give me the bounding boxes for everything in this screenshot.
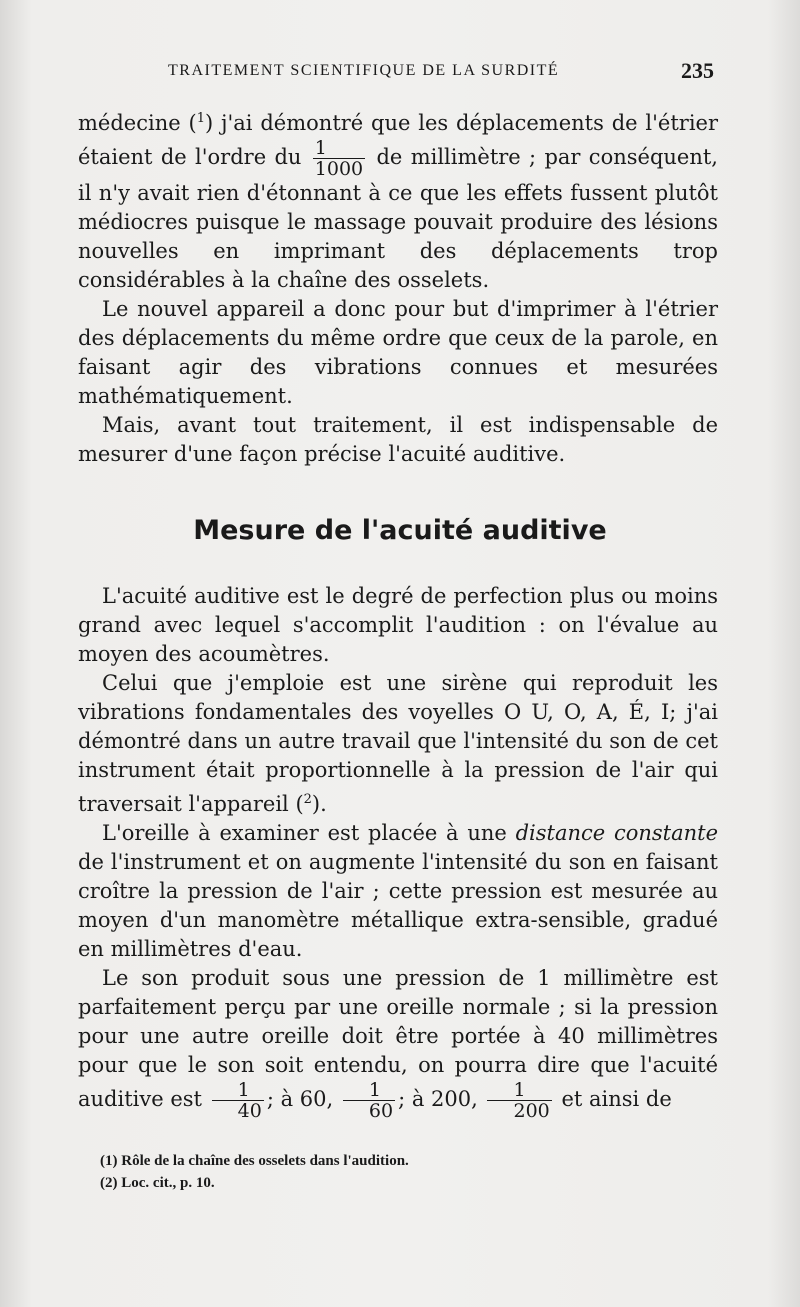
- text-block-bottom: [78, 582, 718, 1121]
- paragraph: Le son produit sous une pression de 1 millimètre est parfaitement perçu par une oreille normale ; si la pression pour une autre oreille doit être portée à 40 millimètres pour que le son soit entendu, on pourra dire que l'acuité auditive est $\frac{1}{40}$ ; à 60, $\frac{1}{60}$ ; à 200, $\frac{1}{200}$ et ainsi de: [78, 966, 718, 1122]
- page-number: 235: [681, 58, 714, 83]
- footnote-ref: 1: [196, 111, 205, 126]
- text-block-top: [78, 104, 718, 469]
- footnote: (2) Loc. cit., p. 10.: [100, 1175, 215, 1191]
- footnote: (1) Rôle de la chaîne des osselets dans l'audition.: [100, 1153, 409, 1169]
- page-header: [150, 58, 720, 86]
- paragraph: médecine ($^1$) j'ai démontré que les déplacements de l'étrier étaient de l'ordre du $\frac{1}{1000}$ de millimètre ; par conséquent, il n'y avait rien d'étonnant à ce que les effets fussent plutôt médiocres puisque le massage pouvait produire des lésions nouvelles en imprimant des déplacements trop considérables à la chaîne des osselets.: [78, 111, 718, 292]
- running-title: TRAITEMENT SCIENTIFIQUE DE LA SURDITÉ: [168, 62, 560, 79]
- fraction: $\frac{1}{40}$: [212, 1080, 264, 1121]
- paragraph: L'acuité auditive est le degré de perfection plus ou moins grand avec lequel s'accomplit l'audition : on l'évalue au moyen des acoumètres.: [78, 584, 718, 666]
- fraction: $\frac{1}{60}$: [343, 1080, 395, 1121]
- section-heading: Mesure de l'acuité auditive: [193, 515, 607, 546]
- fraction: $\frac{1}{1000}$: [314, 137, 364, 180]
- paragraph: Mais, avant tout traitement, il est indispensable de mesurer d'une façon précise l'acuité auditive.: [78, 413, 718, 466]
- footnotes: [100, 1150, 409, 1194]
- fraction: $\frac{1}{200}$: [487, 1080, 551, 1121]
- paragraph: Celui que j'emploie est une sirène qui reproduit les vibrations fondamentales des voyelles O U, O, A, É, I; j'ai démontré dans un autre travail que l'intensité du son de cet instrument était proportionnelle à la pression de l'air qui traversait l'appareil ($^2$).: [78, 671, 718, 816]
- paragraph: Le nouvel appareil a donc pour but d'imprimer à l'étrier des déplacements du même ordre que ceux de la parole, en faisant agir des vibrations connues et mesurées mathématiquement.: [78, 297, 718, 408]
- footnote-ref: 2: [303, 792, 312, 807]
- paragraph: L'oreille à examiner est placée à une distance constante de l'instrument et on augmente l'intensité du son en faisant croître la pression de l'air ; cette pression est mesurée au moyen d'un manomètre métallique extra-sensible, gradué en millimètres d'eau.: [78, 821, 719, 961]
